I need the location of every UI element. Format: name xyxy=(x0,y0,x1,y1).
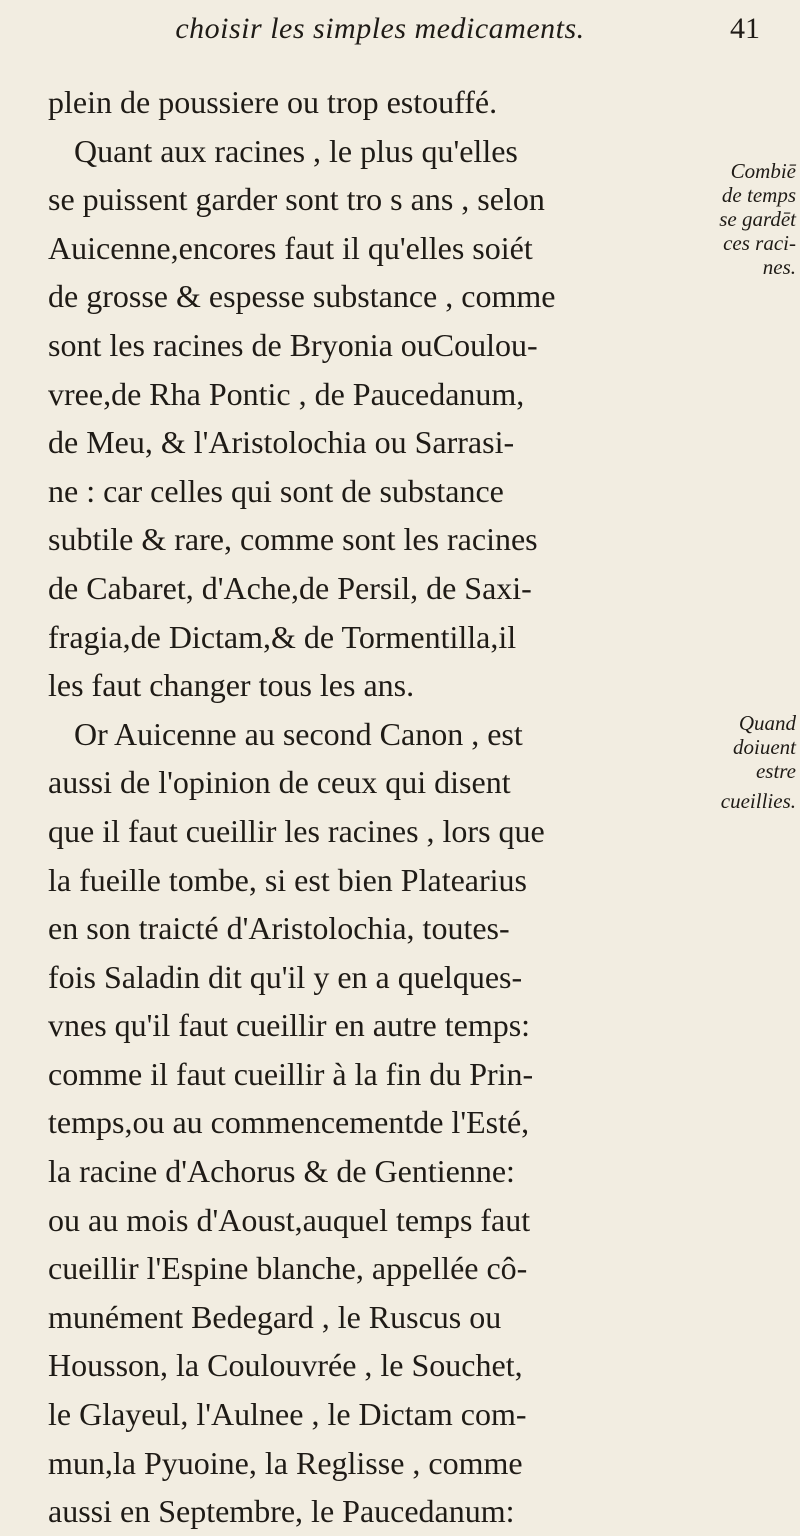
text-line: subtile & rare, comme sont les racines xyxy=(48,521,538,558)
margin-note: ces raci- xyxy=(723,231,796,255)
text-line: fragia,de Dictam,& de Tormentilla,il xyxy=(48,618,517,655)
text-line: sont les racines de Bryonia ouCoulou- xyxy=(48,326,538,363)
text-line: Auicenne,encores faut il qu'elles soiét xyxy=(48,229,533,266)
text-line: temps,ou au commencementde l'Esté, xyxy=(48,1104,530,1141)
text-line: aussi en Septembre, le Paucedanum: xyxy=(48,1493,515,1530)
text-line: la racine d'Achorus & de Gentienne: xyxy=(48,1153,515,1190)
text-line: comme il faut cueillir à la fin du Prin- xyxy=(48,1055,534,1092)
margin-note: cueillies. xyxy=(720,789,796,813)
text-line: mun,la Pyuoine, la Reglisse , comme xyxy=(48,1444,523,1481)
body-text xyxy=(48,78,698,1536)
text-line: munément Bedegard , le Ruscus ou xyxy=(48,1298,502,1335)
text-line: la fueille tombe, si est bien Platearius xyxy=(48,861,527,898)
text-line: fois Saladin dit qu'il y en a quelques- xyxy=(48,958,523,995)
page-header xyxy=(0,8,800,68)
margin-note: Quand xyxy=(738,711,796,735)
margin-note: doiuent xyxy=(733,735,796,759)
margin-note: Combiē xyxy=(730,159,796,183)
text-line: Quant aux racines , le plus qu'elles xyxy=(74,132,518,169)
margin-note: se gardēt xyxy=(719,207,796,231)
text-line: en son traicté d'Aristolochia, toutes- xyxy=(48,910,510,947)
page-number: 41 xyxy=(730,12,760,45)
text-line: vnes qu'il faut cueillir en autre temps: xyxy=(48,1007,531,1044)
margin-note: nes. xyxy=(762,255,796,279)
text-line: les faut changer tous les ans. xyxy=(48,667,415,704)
text-line: que il faut cueillir les racines , lors que xyxy=(48,812,545,849)
text-line: de grosse & espesse substance , comme xyxy=(48,278,556,315)
text-line: cueillir l'Espine blanche, appellée cô- xyxy=(48,1250,528,1287)
margin-note: estre xyxy=(755,759,796,783)
text-line: ne : car celles qui sont de substance xyxy=(48,472,504,509)
text-line: vree,de Rha Pontic , de Paucedanum, xyxy=(48,375,525,412)
text-line: plein de poussiere ou trop estouffé. xyxy=(48,84,498,120)
text-line: se puissent garder sont tro s ans , selon xyxy=(48,181,545,218)
text-line: ou au mois d'Aoust,auquel temps faut xyxy=(48,1201,531,1238)
text-line: de Cabaret, d'Ache,de Persil, de Saxi- xyxy=(48,569,532,606)
text-line: de Meu, & l'Aristolochia ou Sarrasi- xyxy=(48,424,515,461)
running-title: choisir les simples medicaments. xyxy=(175,12,585,45)
text-line: Housson, la Coulouvrée , le Souchet, xyxy=(48,1347,523,1384)
text-line: Or Auicenne au second Canon , est xyxy=(74,715,523,752)
margin-note: de temps xyxy=(721,183,796,207)
text-line: le Glayeul, l'Aulnee , le Dictam com- xyxy=(48,1396,527,1433)
text-line: aussi de l'opinion de ceux qui disent xyxy=(48,764,511,801)
